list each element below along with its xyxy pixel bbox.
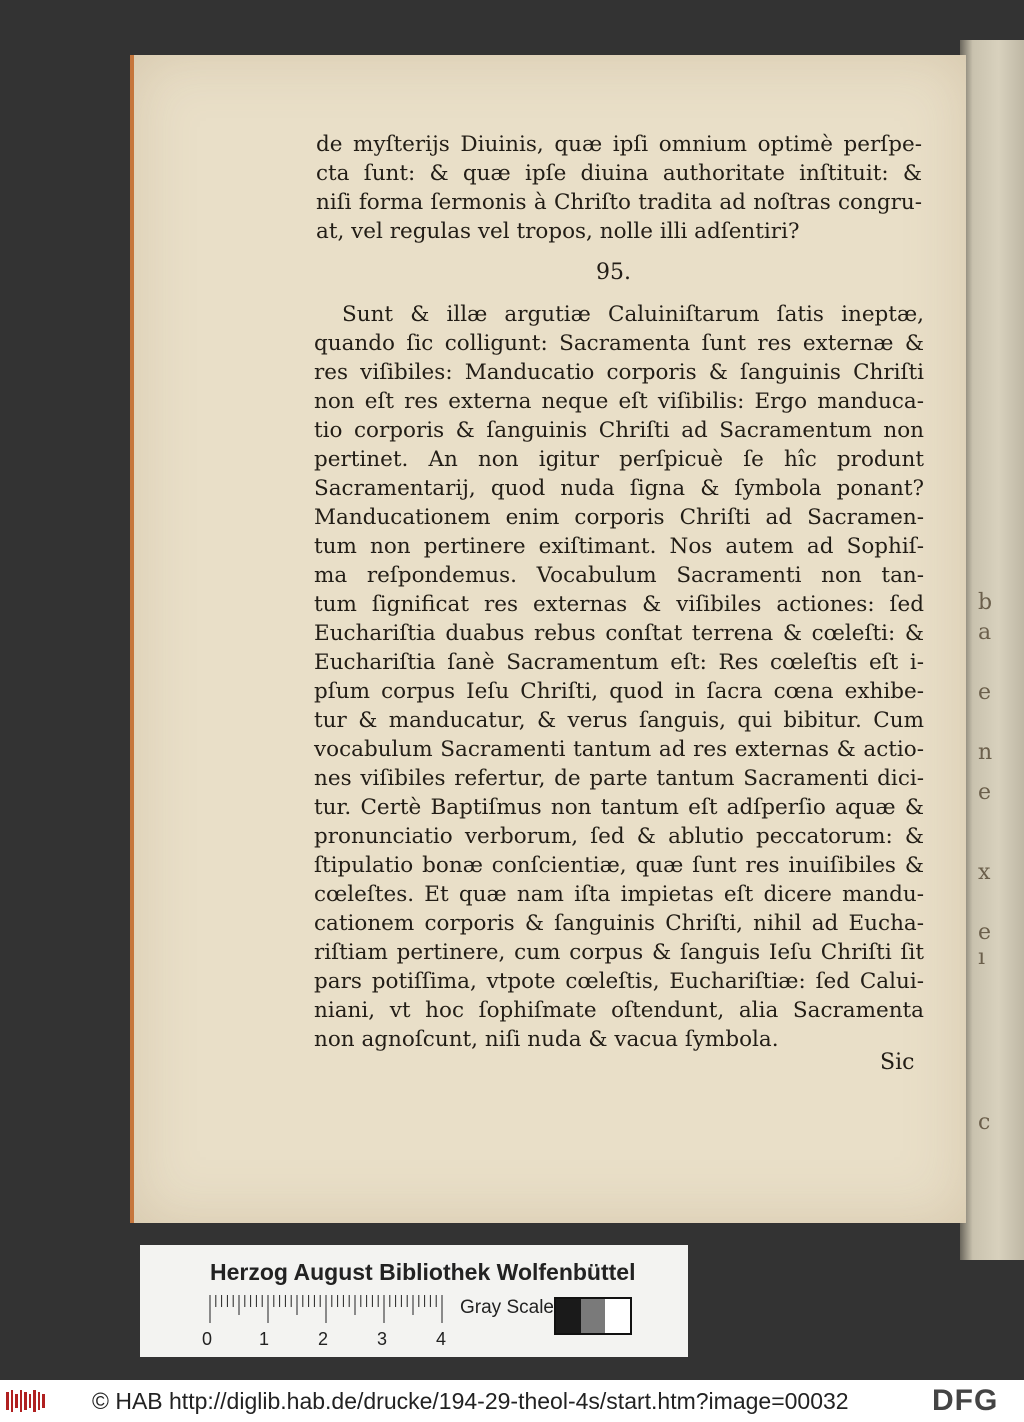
scale-number: 0 — [202, 1329, 213, 1349]
text-line: at, vel regulas vel tropos, nolle illi adſentiri? — [316, 219, 800, 244]
text-line: tur & manducatur, & verus ſanguis, qui bibitur. Cum — [314, 708, 924, 733]
text-line: Sacramentarij, quod nuda ſigna & ſymbola ponant? — [314, 476, 924, 501]
swatch-black — [556, 1299, 581, 1333]
scale-number: 4 — [436, 1329, 447, 1349]
dfg-logo: DFG — [932, 1384, 999, 1417]
text-line: riſtiam pertinere, cum corpus & ſanguis Ieſu Chriſti ſit — [314, 940, 924, 965]
text-line: Euchariſtia ſanè Sacramentum eſt: Res cœleſtis eſt i- — [314, 650, 924, 675]
text-line: pertinet. An non igitur perſpicuè ſe hîc produnt — [314, 447, 924, 472]
text-line: niſi forma ſermonis à Chriſto tradita ad noſtras congru- — [316, 190, 922, 215]
scale-number: 1 — [259, 1329, 270, 1349]
text-line: Euchariſtia duabus rebus conſtat terrena & cœleſti: & — [314, 621, 924, 646]
text-line: cœleſtes. Et quæ nam iſta impietas eſt dicere mandu- — [314, 882, 924, 907]
facing-page-fragment: a — [978, 620, 992, 645]
text-line: niani, vt hoc ſophiſmate oſtendunt, alia Sacramenta — [314, 998, 924, 1023]
facing-page-edge — [960, 40, 1024, 1260]
text-line: tum non pertinere exiſtimant. Nos autem ad Sophiſ- — [314, 534, 924, 559]
facing-page-fragment: c — [978, 1110, 991, 1135]
text-line: non eſt res externa neque eſt viſibilis: Ergo manduca- — [314, 389, 924, 414]
paragraph-continuation — [316, 130, 922, 246]
text-line: tum ſignificat res externas & viſibiles actiones: ſed — [314, 592, 924, 617]
gray-scale-label: Gray Scale — [460, 1297, 554, 1318]
text-line: res viſibiles: Manducatio corporis & ſanguinis Chriſti — [314, 360, 924, 385]
scale-number: 3 — [377, 1329, 388, 1349]
text-line: vocabulum Sacramenti tantum ad res externas & actio- — [314, 737, 924, 762]
footer-bar — [0, 1380, 1024, 1422]
text-line: pars potiſſima, vtpote cœleſtis, Euchariſtiæ: ſed Calui- — [314, 969, 924, 994]
gray-scale-swatch — [554, 1297, 632, 1335]
text-line: nes viſibiles refertur, de parte tantum Sacramenti dici- — [314, 766, 924, 791]
text-line: cationem corporis & ſanguinis Chriſti, nihil ad Eucha- — [314, 911, 924, 936]
facing-page-fragment: x — [978, 860, 991, 885]
paragraph-95 — [314, 300, 924, 1054]
text-line: pſum corpus Ieſu Chriſti, quod in ſacra cœna exhibe- — [314, 679, 924, 704]
swatch-white — [605, 1299, 630, 1333]
text-line: Sunt & illæ argutiæ Caluiniſtarum ſatis ineptæ, — [342, 302, 924, 327]
section-number: 95. — [596, 260, 631, 285]
scale-number: 2 — [318, 1329, 329, 1349]
text-line: cta ſunt: & quæ ipſe diuina authoritate inſtituit: & — [316, 161, 922, 186]
text-line: ſtipulatio bonæ conſcientiæ, quæ ſunt res inuiſibiles & — [314, 853, 924, 878]
facing-page-fragment: e — [978, 920, 992, 945]
copyright-url[interactable]: © HAB http://diglib.hab.de/drucke/194-29-theol-4s/start.htm?image=00032 — [92, 1388, 849, 1414]
scale-ruler — [208, 1295, 448, 1325]
text-line: tio corporis & ſanguinis Chriſti ad Sacramentum non — [314, 418, 924, 443]
facing-page-fragment: e — [978, 680, 992, 705]
swatch-gray — [581, 1299, 606, 1333]
facing-page-fragment: n — [978, 740, 993, 765]
library-label-card — [140, 1245, 688, 1357]
text-line: tur. Certè Baptiſmus non tantum eſt adſperſio aquæ & — [314, 795, 924, 820]
text-line: pronunciatio verborum, ſed & ablutio peccatorum: & — [314, 824, 924, 849]
library-name: Herzog August Bibliothek Wolfenbüttel — [210, 1259, 636, 1285]
facing-page-fragment: ı — [978, 945, 986, 970]
facing-page-fragment: e — [978, 780, 992, 805]
text-line: quando ſic colligunt: Sacramenta ſunt res externæ & — [314, 331, 924, 356]
text-line: Manducationem enim corporis Chriſti ad Sacramen- — [314, 505, 924, 530]
text-line: non agnoſcunt, niſi nuda & vacua ſymbola. — [314, 1027, 779, 1052]
hab-barcode-logo-icon — [6, 1388, 46, 1414]
facing-page-fragment: b — [978, 590, 993, 615]
text-line: de myſterijs Diuinis, quæ ipſi omnium optimè perſpe- — [316, 132, 922, 157]
catchword: Sic — [880, 1050, 915, 1075]
text-line: ma reſpondemus. Vocabulum Sacramenti non tan- — [314, 563, 924, 588]
